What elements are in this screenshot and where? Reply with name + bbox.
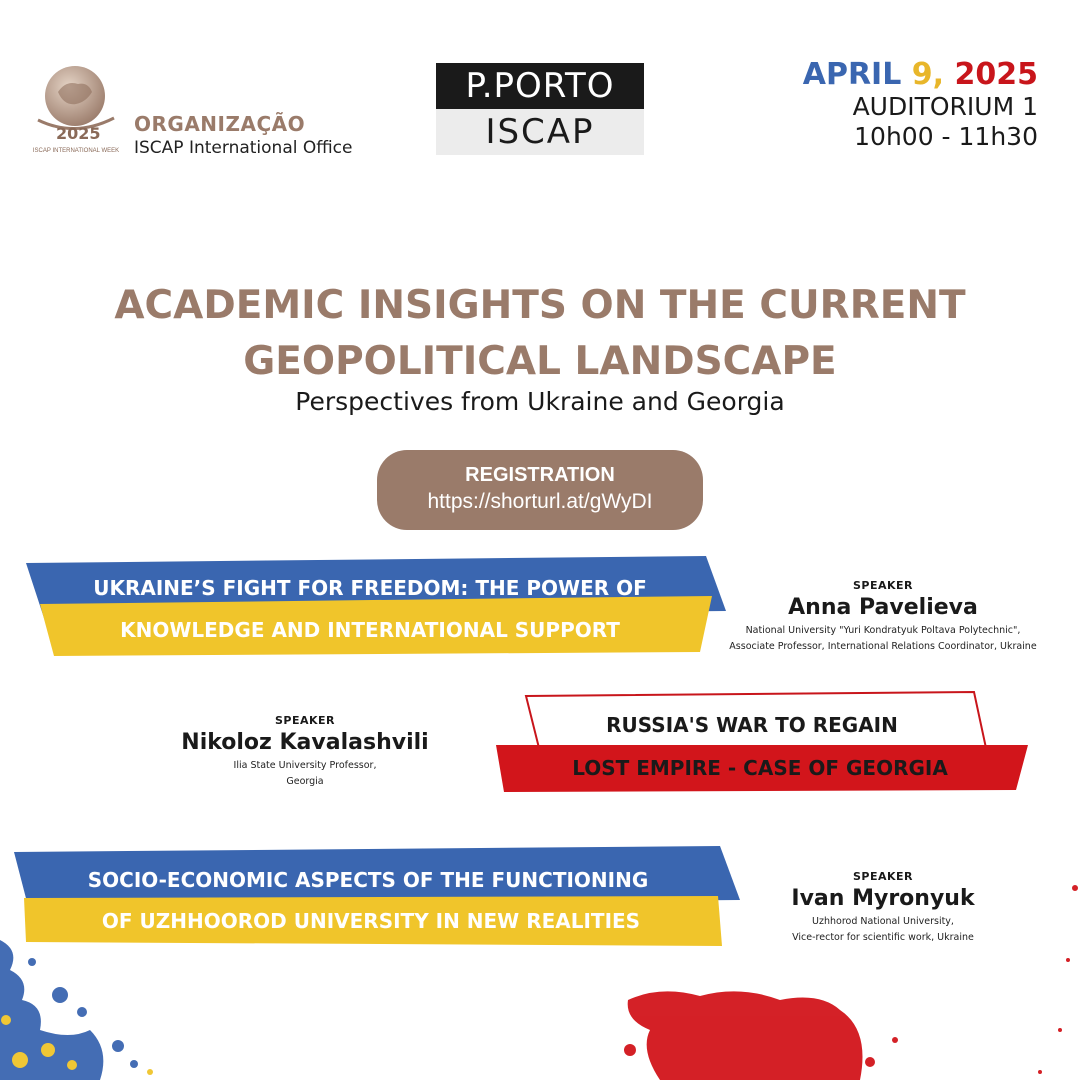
event-time: 10h00 - 11h30 <box>854 122 1038 151</box>
speaker-affiliation-line-1: Uzhhorod National University, <box>812 916 954 927</box>
talk-3-title-line-1: SOCIO-ECONOMIC ASPECTS OF THE FUNCTIONING <box>87 868 649 892</box>
date-day: 9, <box>911 57 945 92</box>
organization-label: ORGANIZAÇÃO <box>134 112 306 136</box>
registration-link[interactable]: https://shorturl.at/gWyDI <box>427 490 653 513</box>
talk-3-speaker <box>740 870 1026 946</box>
week-logo-year: 2025 <box>56 124 101 143</box>
speaker-label: SPEAKER <box>274 714 336 727</box>
week-logo-caption: ISCAP INTERNATIONAL WEEK <box>32 148 120 154</box>
speaker-label: SPEAKER <box>852 870 914 883</box>
speaker-affiliation-line-2: Associate Professor, International Relations Coordinator, Ukraine <box>729 641 1037 652</box>
speaker-name: Ivan Myronyuk <box>791 886 975 911</box>
speaker-name: Anna Pavelieva <box>788 595 978 620</box>
pporto-logo-top: P.PORTO <box>436 63 644 109</box>
page-subtitle: Perspectives from Ukraine and Georgia <box>295 387 785 416</box>
pporto-logo-bottom: ISCAP <box>436 109 644 155</box>
event-venue: AUDITORIUM 1 <box>852 92 1038 121</box>
speaker-affiliation-line-2: Vice-rector for scientific work, Ukraine <box>792 932 974 943</box>
ukraine-splatter-decoration <box>0 940 153 1080</box>
registration-label: REGISTRATION <box>465 464 615 486</box>
speaker-label: SPEAKER <box>852 579 914 592</box>
talk-2-title-line-1: RUSSIA'S WAR TO REGAIN <box>606 713 898 737</box>
title-line-2: GEOPOLITICAL LANDSCAPE <box>243 339 837 384</box>
talk-1-title-line-1: UKRAINE’S FIGHT FOR FREEDOM: THE POWER OF <box>93 576 647 600</box>
talk-1-speaker <box>700 579 1066 655</box>
speaker-affiliation-line-2: Georgia <box>286 776 324 787</box>
organization-name: ISCAP International Office <box>134 138 353 158</box>
title-line-1: ACADEMIC INSIGHTS ON THE CURRENT <box>114 283 966 328</box>
talk-3-title-line-2: OF UZHHOOROD UNIVERSITY IN NEW REALITIES <box>101 909 641 933</box>
date-month: APRIL <box>802 57 912 92</box>
talk-2-speaker <box>150 714 460 790</box>
speaker-name: Nikoloz Kavalashvili <box>181 730 429 755</box>
talk-1-title-line-2: KNOWLEDGE AND INTERNATIONAL SUPPORT <box>120 618 620 642</box>
talk-2-title-line-2: LOST EMPIRE - CASE OF GEORGIA <box>572 756 948 780</box>
date-year: 2025 <box>944 57 1038 92</box>
speaker-affiliation-line-1: National University "Yuri Kondratyuk Poltava Polytechnic", <box>745 625 1021 636</box>
speaker-affiliation-line-1: Ilia State University Professor, <box>233 760 377 771</box>
